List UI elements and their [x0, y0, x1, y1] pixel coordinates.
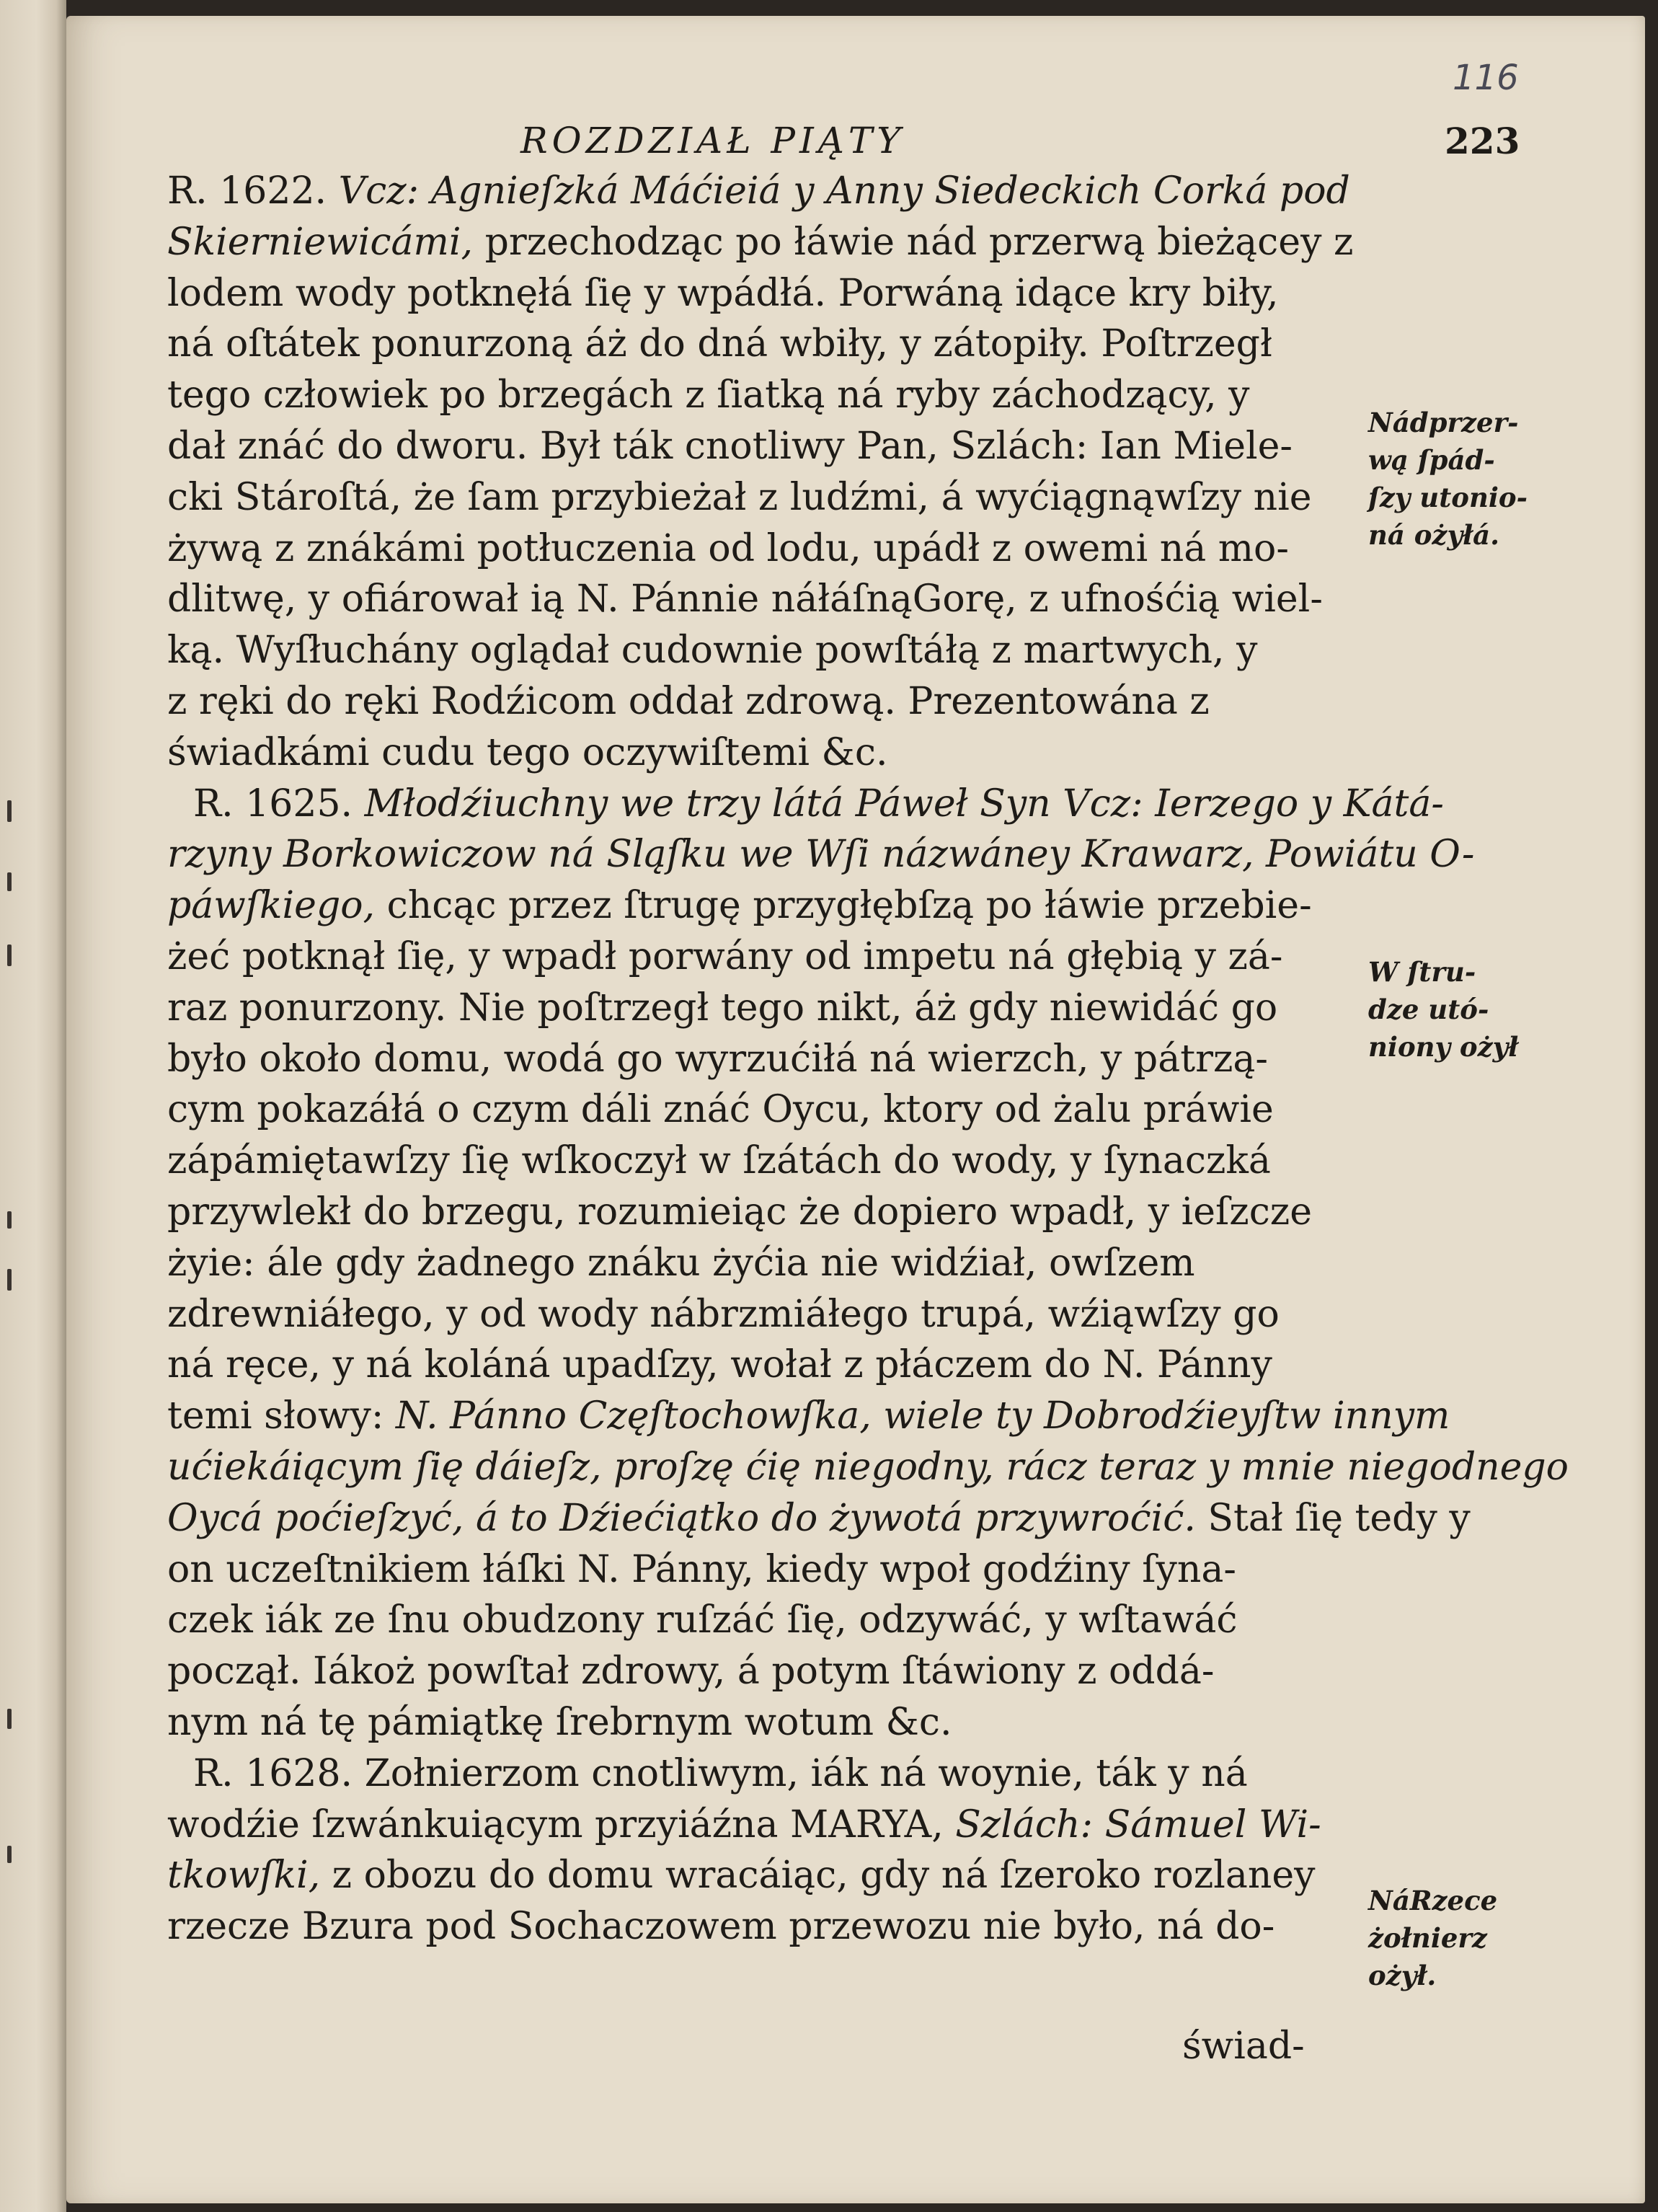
text-line — [167, 423, 1357, 470]
text-line — [167, 1699, 1357, 1746]
text-segment: lodem wody potknęłá ſię y wpádłá. Porwáną idące kry biły, — [167, 271, 1279, 315]
text-segment: raz ponurzony. Nie poſtrzegł tego nikt, áż gdy niewidáć go — [167, 986, 1278, 1030]
text-line — [167, 1239, 1357, 1287]
text-line — [167, 1443, 1569, 1491]
text-segment: począł. Iákoż powſtał zdrowy, á potym ſtáwiony z oddá- — [167, 1650, 1215, 1694]
text-line — [167, 1903, 1357, 1950]
text-segment: dlitwę, y ofiárował ią N. Pánnie náłáſnąGorę, z ufnośćią wiel- — [167, 578, 1323, 621]
italic-text-segment: tkowſki, — [167, 1854, 332, 1898]
margin-note-line: Nádprzer- — [1368, 407, 1519, 438]
margin-note-line: dze utó- — [1368, 994, 1489, 1025]
text-segment: było około domu, wodá go wyrzućiłá ná wierzch, y pátrzą- — [167, 1037, 1268, 1081]
text-line — [167, 371, 1357, 419]
text-segment: żyie: ále gdy żadnego znáku żyćia nie widźiał, owſzem — [167, 1241, 1195, 1285]
margin-note-line: ſzy utonio- — [1368, 482, 1528, 513]
text-segment: żeć potknął ſię, y wpadł porwány od impetu ná głębią y zá- — [167, 935, 1283, 978]
italic-text-segment: ućiekáiącym ſię dáieſz, proſzę ćię niegodny, rácz teraz y mnie niegodnego — [167, 1446, 1569, 1489]
text-line — [167, 1137, 1357, 1185]
text-line — [167, 984, 1357, 1032]
text-line — [167, 729, 1357, 777]
text-line — [167, 218, 1357, 266]
margin-note-line: ożył. — [1368, 1960, 1437, 1991]
text-segment: cym pokazáłá o czym dáli znáć Oycu, ktory od żalu práwie — [167, 1088, 1274, 1132]
text-segment: ná oſtátek ponurzoną áż do dná wbiły, y zátopiły. Poſtrzegł — [167, 322, 1272, 366]
running-title: ROZDZIAŁ PIĄTY — [520, 120, 905, 162]
margin-note-line: wą ſpád- — [1368, 444, 1495, 476]
page-number: 223 — [1445, 120, 1520, 162]
italic-text-segment: Młodźiuchny we trzy látá Páweł Syn Vcz: Ierzego y Kátá- — [364, 782, 1444, 826]
text-segment: z ręki do ręki Rodźicom oddał zdrową. Prezentowána z — [167, 680, 1210, 723]
text-segment: R. 1628. Zołnierzom cnotliwym, iák ná woynie, ták y ná — [193, 1751, 1248, 1795]
text-line — [167, 1546, 1357, 1593]
text-line — [167, 933, 1357, 981]
italic-text-segment: rzyny Borkowiczow ná Sląſku we Wſi názwáney Krawarz, Powiátu O- — [167, 833, 1475, 877]
italic-text-segment: Skierniewicámi, — [167, 220, 485, 264]
text-segment: zdrewniáłego, y od wody nábrzmiáłego trupá, wźiąwſzy go — [167, 1292, 1280, 1336]
margin-note-line: W ſtru- — [1368, 956, 1476, 988]
text-line — [167, 1801, 1357, 1849]
text-segment: tego człowiek po brzegách z ſiatką ná ryby záchodzący, y — [167, 373, 1250, 417]
italic-text-segment: Vcz: Agnieſzká Máćieiá y Anny Siedeckich Corká pod — [338, 169, 1350, 213]
text-line — [167, 1341, 1357, 1389]
italic-text-segment: Oycá poćieſzyć, á to Dźiećiątko do żywotá przywroćić. — [167, 1496, 1208, 1540]
text-line — [167, 1392, 1450, 1440]
text-segment: chcąc przez ſtrugę przygłębſzą po łáwie przebie- — [386, 884, 1312, 928]
text-line — [193, 1750, 1383, 1797]
text-segment: rzecze Bzura pod Sochaczowem przewozu nie było, ná do- — [167, 1905, 1275, 1949]
text-segment: przechodząc po łáwie nád przerwą bieżącey z — [484, 220, 1354, 264]
text-line — [167, 1852, 1357, 1899]
text-segment: temi słowy: — [167, 1394, 396, 1438]
text-segment: wodźie ſzwánkuiącym przyiáźna MARYA, — [167, 1802, 956, 1846]
text-line — [193, 780, 1444, 828]
text-line — [167, 1596, 1357, 1644]
margin-note-1 — [1368, 404, 1606, 554]
italic-text-segment: Szlách: Sámuel Wi- — [955, 1802, 1321, 1846]
text-line — [167, 525, 1357, 572]
text-segment: Stał ſię tedy y — [1207, 1496, 1471, 1540]
margin-note-3 — [1368, 1882, 1606, 1994]
text-segment: świadkámi cudu tego oczywiſtemi &c. — [167, 730, 888, 774]
text-segment: ką. Wyſłuchány oglądał cudownie powſtáłą z martwych, y — [167, 629, 1258, 673]
text-line — [167, 1291, 1357, 1338]
facing-page-edge — [0, 0, 66, 2212]
text-line — [167, 1188, 1357, 1236]
text-line — [167, 882, 1357, 929]
text-segment: z obozu do domu wracáiąc, gdy ná ſzeroko rozlaney — [332, 1854, 1316, 1898]
italic-text-segment: N. Pánno Częſtochowſka, wiele ty Dobrodźieyſtw innym — [395, 1394, 1450, 1438]
text-line — [167, 1035, 1357, 1083]
text-line — [167, 831, 1475, 878]
text-line — [167, 678, 1357, 725]
text-line — [167, 575, 1357, 623]
text-line — [167, 1495, 1471, 1542]
margin-note-line: ná ożyłá. — [1368, 519, 1500, 551]
text-line — [167, 270, 1357, 317]
text-segment: ná ręce, y ná koláná upadſzy, wołał z płáczem do N. Pánny — [167, 1343, 1272, 1387]
text-segment: zápámiętawſzy ſię wſkoczył w ſzátách do wody, y ſynaczká — [167, 1139, 1271, 1183]
text-segment: cki Stároſtá, że ſam przybieżał z ludźmi, á wyćiągnąwſzy nie — [167, 475, 1312, 519]
text-segment: czek iák ze ſnu obudzony ruſzáć ſię, odzywáć, y wſtawáć — [167, 1598, 1238, 1642]
text-line — [167, 1086, 1357, 1133]
italic-text-segment: páwſkiego, — [167, 884, 387, 928]
text-segment: dał znáć do dworu. Był ták cnotliwy Pan, Szlách: Ian Miele- — [167, 425, 1293, 468]
text-segment: R. 1625. — [193, 782, 365, 826]
margin-note-line: żołnierz — [1368, 1922, 1487, 1954]
text-segment: nym ná tę pámiątkę ſrebrnym wotum &c. — [167, 1701, 952, 1744]
text-line — [167, 1647, 1357, 1695]
catchword: świad- — [1182, 2025, 1305, 2068]
text-segment: on uczeſtnikiem łáſki N. Pánny, kiedy wpoł godźiny ſyna- — [167, 1547, 1236, 1591]
margin-note-2 — [1368, 953, 1606, 1066]
handwritten-folio-number: 116 — [1453, 58, 1519, 98]
text-segment: przywlekł do brzegu, rozumieiąc że dopiero wpadł, y ieſzcze — [167, 1190, 1312, 1234]
text-segment: żywą z znákámi potłuczenia od lodu, upádł z owemi ná mo- — [167, 526, 1289, 570]
margin-note-line: NáRzece — [1368, 1885, 1498, 1916]
text-line — [167, 167, 1357, 215]
text-line — [167, 627, 1357, 674]
text-line — [167, 320, 1357, 368]
text-line — [167, 474, 1357, 521]
text-segment: R. 1622. — [167, 169, 339, 213]
margin-note-line: niony ożył — [1368, 1031, 1519, 1063]
